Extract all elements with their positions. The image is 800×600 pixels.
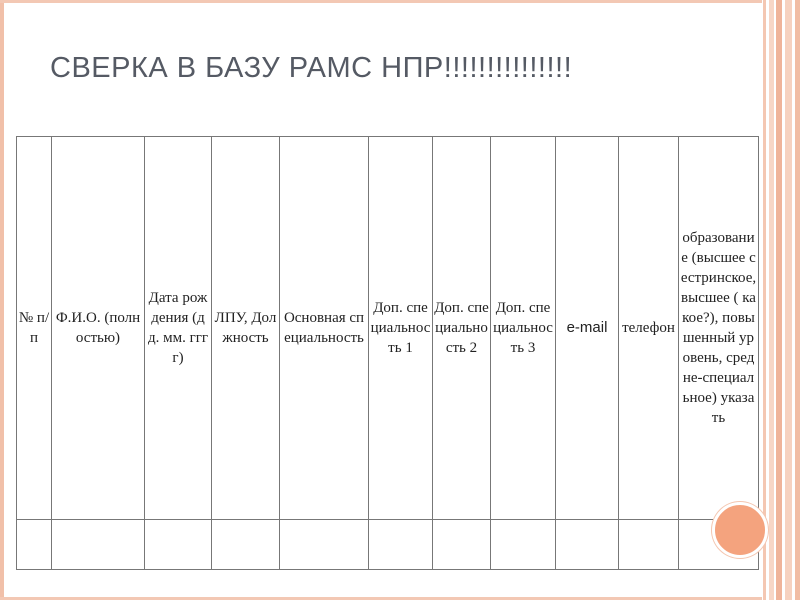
top-border [0, 0, 762, 3]
left-border [0, 0, 4, 600]
table-cell[interactable] [491, 520, 556, 570]
stripe [776, 0, 782, 600]
slide-title: СВЕРКА В БАЗУ РАМС НПР!!!!!!!!!!!!!!! [50, 52, 573, 84]
header-cell-extra-specialty-3: Доп. специальность 3 [491, 137, 556, 520]
table-row [17, 520, 759, 570]
table-header-row [17, 137, 759, 520]
stripe [763, 0, 766, 600]
table-cell[interactable] [369, 520, 433, 570]
header-cell-extra-specialty-1: Доп. специальность 1 [369, 137, 433, 520]
header-cell-extra-specialty-2: Доп. специальность 2 [433, 137, 491, 520]
header-cell-birthdate: Дата рождения (дд. мм. гггг) [145, 137, 212, 520]
table-cell[interactable] [556, 520, 619, 570]
header-cell-number: № п/п [17, 137, 52, 520]
stripe [785, 0, 792, 600]
header-cell-fio: Ф.И.О. (полностью) [52, 137, 145, 520]
header-cell-phone: телефон [619, 137, 679, 520]
decorative-stripes [760, 0, 800, 600]
header-cell-lpu-position: ЛПУ, Должность [212, 137, 280, 520]
header-cell-email: e-mail [556, 137, 619, 520]
table-cell[interactable] [17, 520, 52, 570]
table-cell[interactable] [52, 520, 145, 570]
table-cell[interactable] [145, 520, 212, 570]
stripe [769, 0, 774, 600]
stripe [795, 0, 800, 600]
table-cell[interactable] [619, 520, 679, 570]
decorative-circle [712, 502, 768, 558]
data-table [16, 136, 759, 570]
table-cell[interactable] [280, 520, 369, 570]
table-cell[interactable] [212, 520, 280, 570]
header-cell-education: образование (высшее сестринское, высшее ( какое?), повышенный уровень, средне-специальное) указать [679, 137, 759, 520]
table-cell[interactable] [433, 520, 491, 570]
header-cell-main-specialty: Основная специальность [280, 137, 369, 520]
